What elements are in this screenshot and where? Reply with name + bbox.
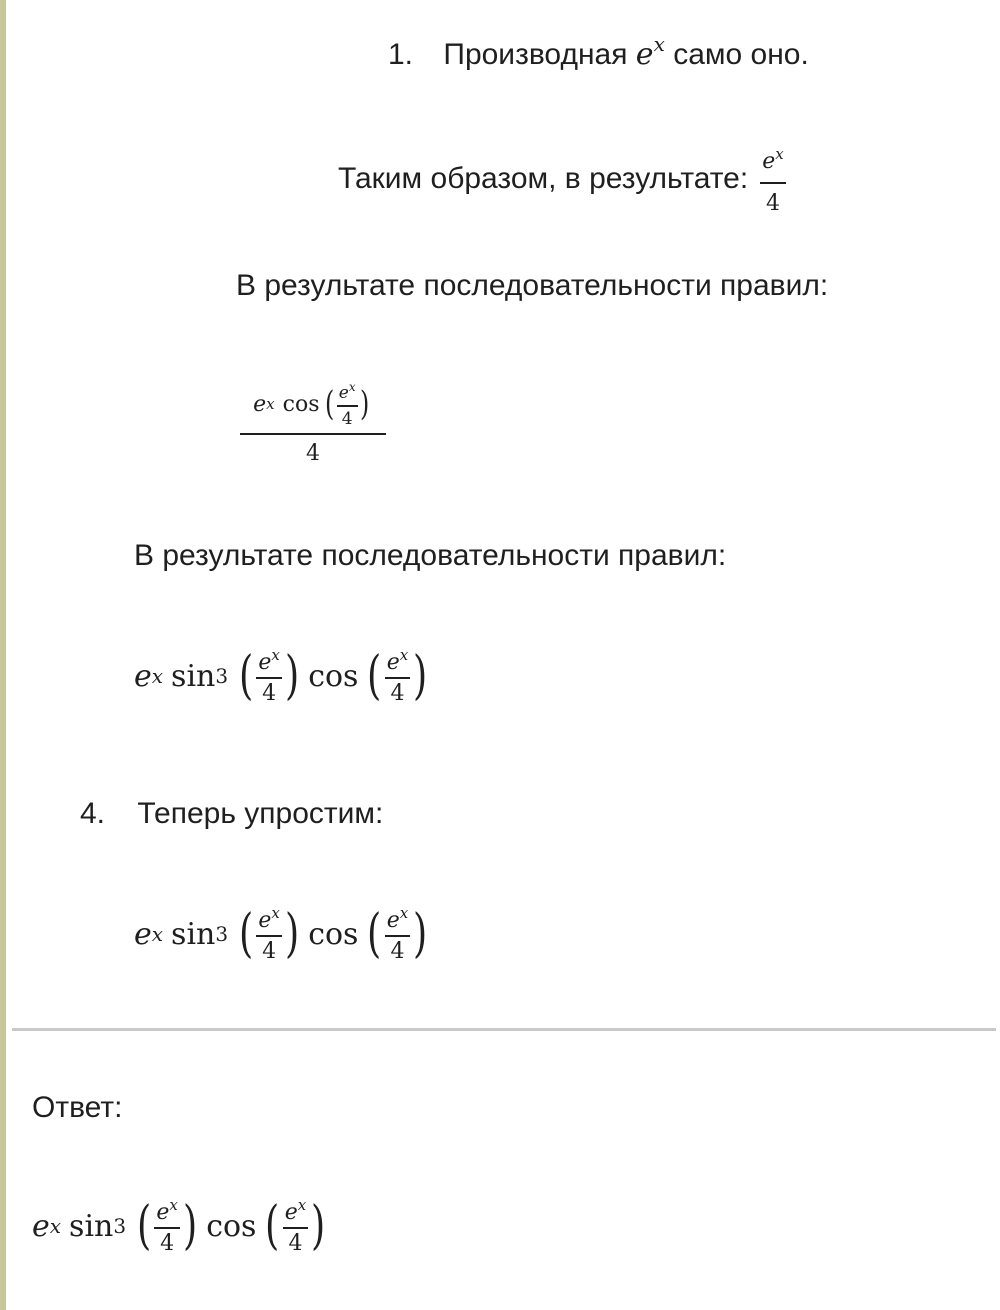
formula-sin3-cos-1: e x sin 3 ( $\frac{e^x}{4}$ ) cos ( $\frac{e^x}{4}$ ) xyxy=(134,646,428,706)
result-label: Таким образом, в результате: xyxy=(338,162,749,195)
formula-sin3-cos-2: e x sin 3 ( $\frac{e^x}{4}$ ) cos ( $\frac{e^x}{4}$ ) xyxy=(134,904,428,964)
step-4-number: 4. xyxy=(80,797,106,830)
formula-cos-over-4: e x cos ( $\frac{e^x}{4}$ ) 4 xyxy=(240,380,386,466)
result-fraction: $\frac{e^x}{4}$ xyxy=(762,145,784,216)
section-divider xyxy=(12,1028,996,1031)
answer-label: Ответ: xyxy=(32,1091,123,1124)
step-1-number: 1. xyxy=(388,38,414,71)
step-1-line xyxy=(388,26,809,73)
step-4-text: Теперь упростим: xyxy=(137,797,384,830)
chain-rule-label-1: В результате последовательности правил: xyxy=(236,269,829,302)
left-accent-border xyxy=(0,0,6,1310)
step-1-math: $e^x$ xyxy=(635,32,665,72)
step-1-text-after: само оно. xyxy=(673,38,809,71)
result-line xyxy=(338,136,786,222)
step-1-text-before: Производная xyxy=(443,38,628,71)
step-4-line xyxy=(80,796,383,832)
chain-rule-label-2: В результате последовательности правил: xyxy=(134,539,727,572)
answer-formula: e x sin 3 ( $\frac{e^x}{4}$ ) cos ( $\frac{e^x}{4}$ ) xyxy=(32,1196,326,1256)
